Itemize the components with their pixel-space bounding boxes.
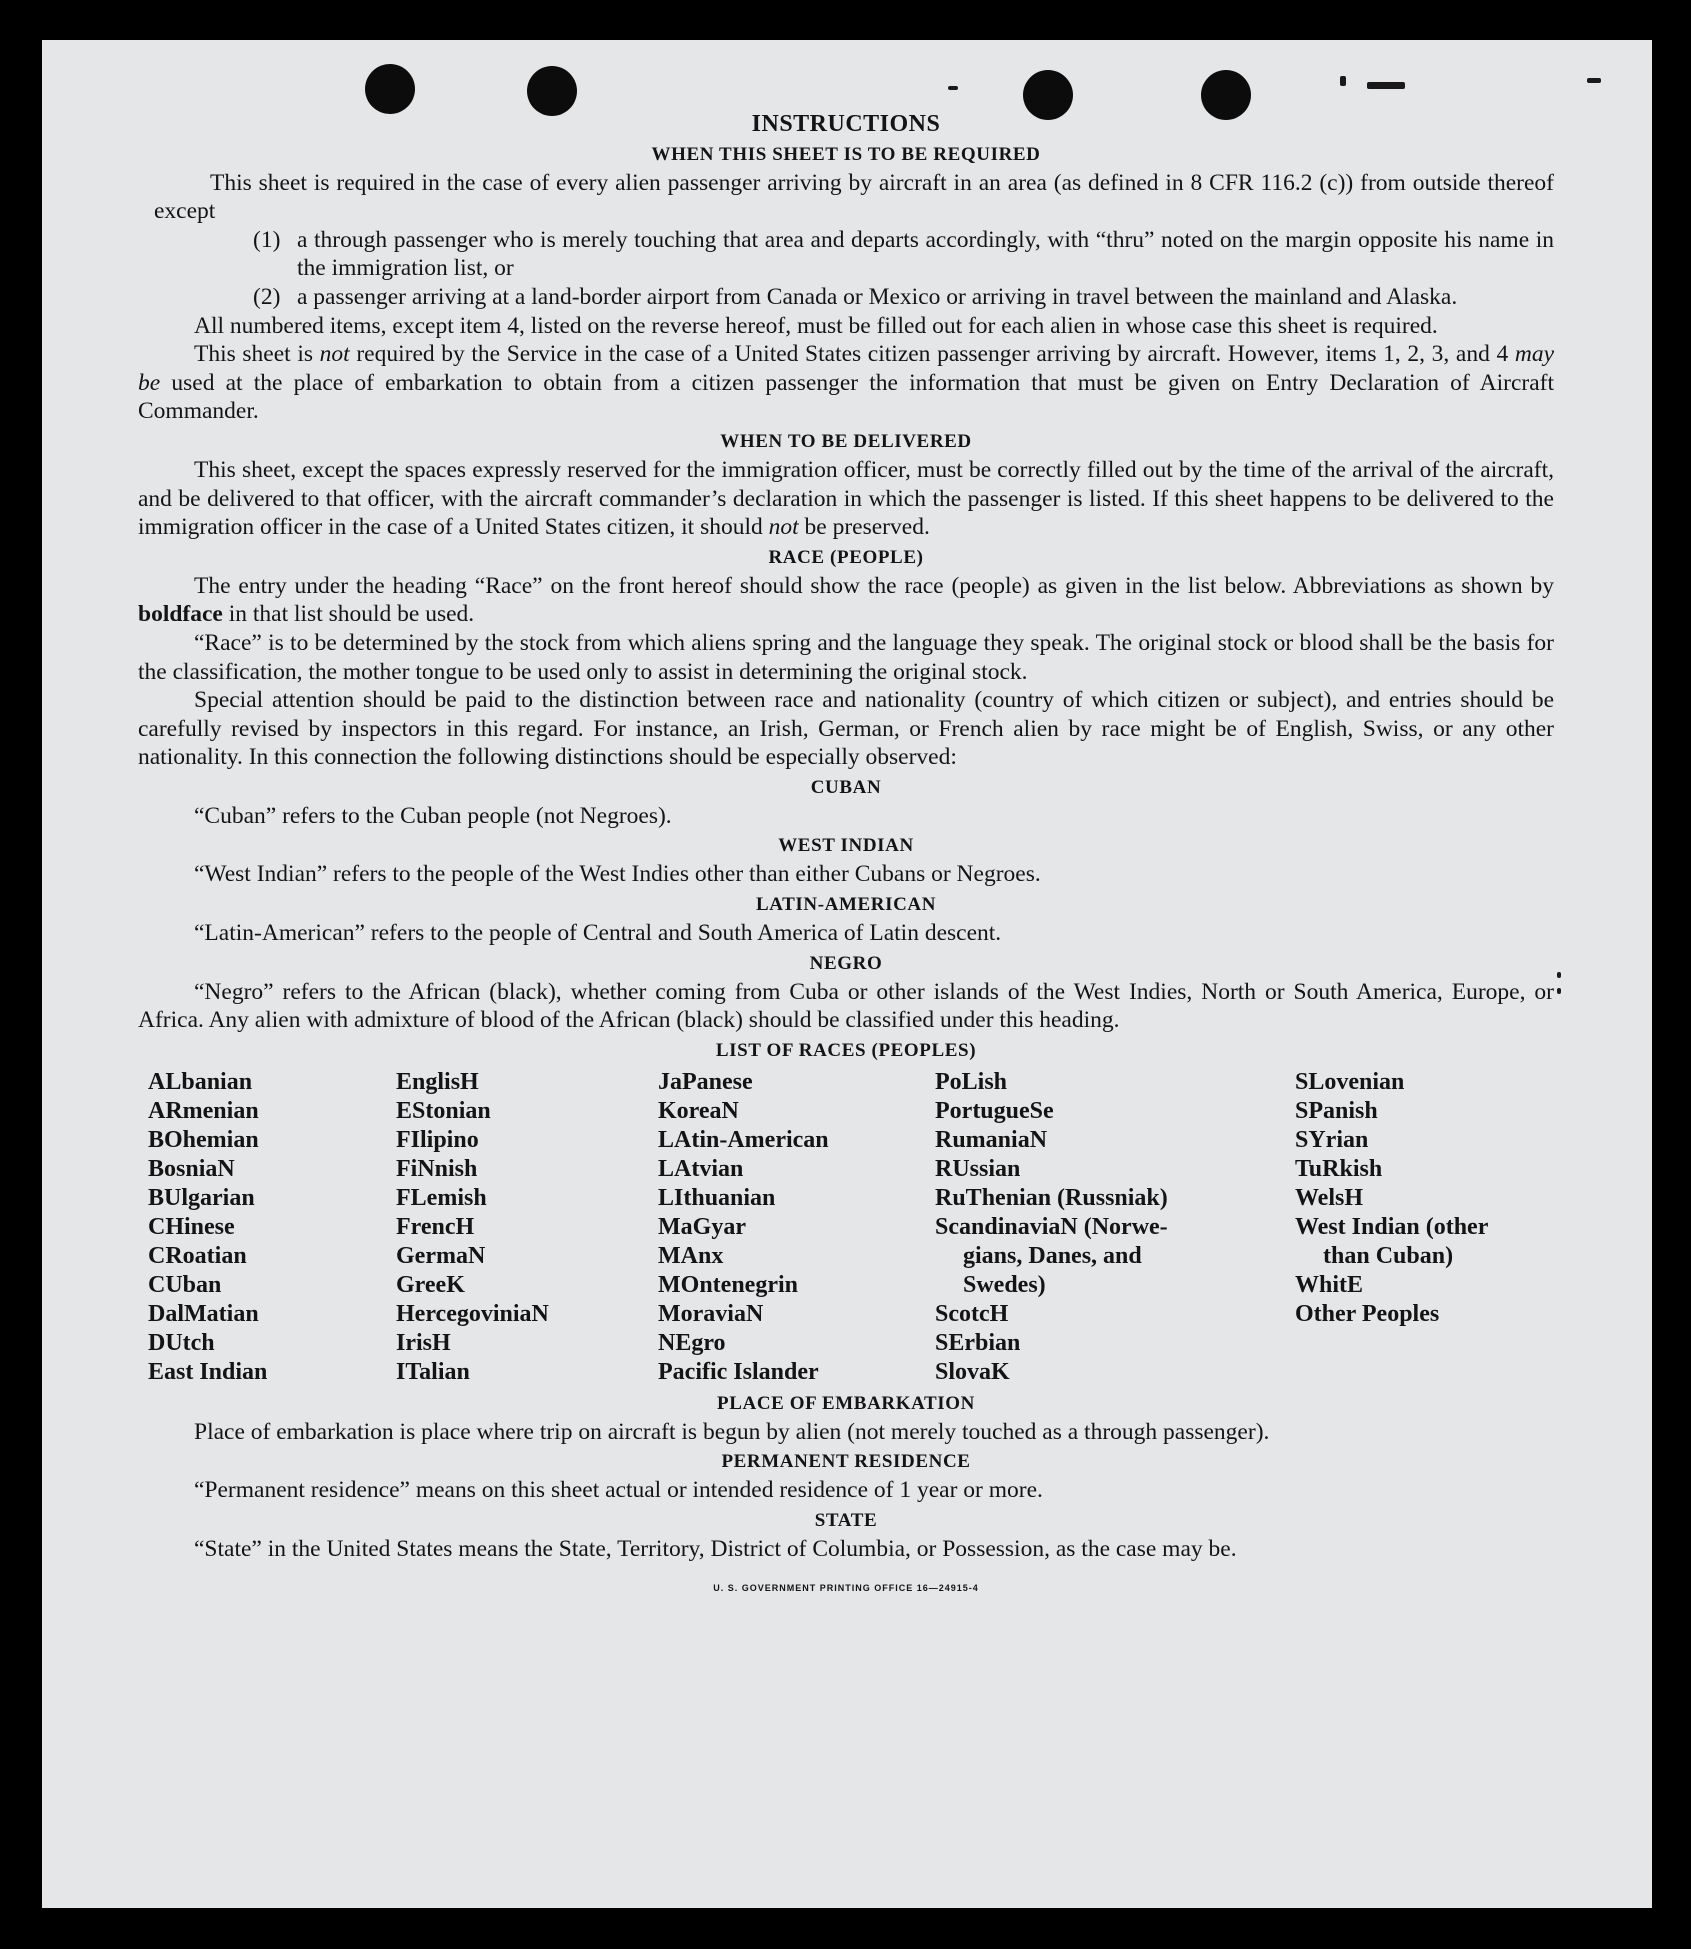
list-item-text: a passenger arriving at a land-border airport from Canada or Mexico or arriving in travel between the mainland and Alaska.: [297, 283, 1458, 310]
race-column: [396, 1068, 658, 1387]
bold-text: boldface: [138, 601, 223, 628]
list-item: BOhemian: [148, 1126, 259, 1153]
emphasis-text: not: [319, 341, 350, 368]
section-heading: PLACE OF EMBARKATION: [717, 1392, 975, 1414]
list-item-continuation: Swedes): [963, 1271, 1046, 1298]
paragraph: All numbered items, except item 4, listed on the reverse hereof, must be filled out for each alien in whose case this sheet is required.: [194, 312, 1438, 339]
list-item: ALbanian: [148, 1068, 253, 1095]
paragraph: [138, 340, 1554, 426]
document-page: [42, 40, 1652, 1908]
list-item: BosniaN: [148, 1155, 235, 1182]
race-column: [1295, 1068, 1545, 1387]
list-item: WelsH: [1295, 1184, 1364, 1211]
ink-mark: [1367, 82, 1405, 89]
paragraph: Place of embarkation is place where trip on aircraft is begun by alien (not merely touched as a through passenger).: [194, 1418, 1270, 1445]
list-item: DUtch: [148, 1329, 215, 1356]
list-item: NEgro: [658, 1329, 726, 1356]
list-item: Pacific Islander: [658, 1358, 819, 1385]
list-item: KoreaN: [658, 1097, 739, 1124]
list-item: FLemish: [396, 1184, 487, 1211]
section-heading: LIST OF RACES (PEOPLES): [715, 1039, 977, 1061]
list-item: [138, 226, 1554, 283]
section-heading: NEGRO: [809, 952, 883, 974]
list-item: FIlipino: [396, 1126, 479, 1153]
text-run: used at the place of embarkation to obtain from a citizen passenger the information that must be given on Entry Declaration of Aircraft Commander.: [138, 369, 1554, 425]
instructions-body: [138, 110, 1554, 1602]
list-item: RUssian: [935, 1155, 1021, 1182]
list-item-continuation: gians, Danes, and: [963, 1242, 1142, 1269]
list-item: EnglisH: [396, 1068, 479, 1095]
list-item-text: a through passenger who is merely touching that area and departs accordingly, with “thru” noted on the margin opposite his name in the immigration list, or: [297, 226, 1554, 282]
list-item: West Indian (other: [1295, 1213, 1489, 1240]
paragraph: “State” in the United States means the State, Territory, District of Columbia, or Possession, as the case may be.: [194, 1536, 1237, 1563]
section-heading: WHEN THIS SHEET IS TO BE REQUIRED: [651, 143, 1041, 165]
list-item: RumaniaN: [935, 1126, 1048, 1153]
text-run: This sheet, except the spaces expressly reserved for the immigration officer, must be correctly filled out by the time of the arrival of the aircraft, and be delivered to that officer, with the aircraft commander’s declaration in which the passenger is listed. If this sheet happens to be delivered to the immigration officer in the case of a United States citizen, it should: [138, 456, 1554, 541]
section-heading: STATE: [814, 1510, 878, 1532]
list-item: MaGyar: [658, 1213, 746, 1240]
list-item: ScotcH: [935, 1300, 1009, 1327]
section-heading: CUBAN: [810, 776, 882, 798]
list-item: CRoatian: [148, 1242, 247, 1269]
paragraph: “Race” is to be determined by the stock from which aliens spring and the language they speak. The original stock or blood shall be the basis for the classification, the mother tongue to be used only to assist in determining the original stock.: [138, 629, 1554, 685]
ink-mark: [948, 86, 958, 90]
ink-mark: [1557, 988, 1561, 994]
list-item: East Indian: [148, 1358, 268, 1385]
race-column: [658, 1068, 935, 1387]
list-item: EStonian: [396, 1097, 491, 1124]
list-item: SlovaK: [935, 1358, 1010, 1385]
list-item: Other Peoples: [1295, 1300, 1440, 1327]
list-item: MoraviaN: [658, 1300, 764, 1327]
printer-imprint: U. S. GOVERNMENT PRINTING OFFICE 16—24915-4: [713, 1582, 979, 1593]
text-run: This sheet is: [194, 341, 314, 368]
list-item: SPanish: [1295, 1097, 1378, 1124]
page-title: INSTRUCTIONS: [751, 111, 941, 137]
race-column: [935, 1068, 1295, 1387]
list-item: [138, 283, 1554, 312]
text-run: in that list should be used.: [228, 601, 475, 628]
ink-mark: [1340, 76, 1346, 86]
text-run: required by the Service in the case of a United States citizen passenger arriving by aircraft. However, items 1, 2, 3, and 4: [356, 341, 1509, 368]
race-list: [148, 1068, 1554, 1387]
paragraph: “Latin-American” refers to the people of Central and South America of Latin descent.: [194, 920, 1002, 947]
list-item-number: (1): [253, 226, 281, 253]
list-item: SLovenian: [1295, 1068, 1405, 1095]
list-item-continuation: than Cuban): [1323, 1242, 1454, 1269]
paragraph: “West Indian” refers to the people of the West Indies other than either Cubans or Negroes.: [194, 861, 1041, 888]
punch-hole: [527, 66, 577, 116]
paragraph: “Permanent residence” means on this sheet actual or intended residence of 1 year or more.: [194, 1477, 1043, 1504]
text-run: be preserved.: [804, 514, 930, 541]
paragraph: Special attention should be paid to the distinction between race and nationality (country of which citizen or subject), and entries should be carefully revised by inspectors in this regard. For instance, an Irish, German, or French alien by race might be of English, Swiss, or any other nationality. In this connection the following distinctions should be especially observed:: [138, 687, 1554, 771]
section-heading: RACE (PEOPLE): [768, 546, 924, 568]
section-heading: PERMANENT RESIDENCE: [721, 1451, 971, 1473]
list-item: CUban: [148, 1271, 222, 1298]
list-item: TuRkish: [1295, 1155, 1383, 1182]
paragraph: “Cuban” refers to the Cuban people (not Negroes).: [194, 802, 672, 829]
list-item: MAnx: [658, 1242, 724, 1269]
text-run: The entry under the heading “Race” on the front hereof should show the race (people) as given in the list below. Abbreviations as shown by: [194, 572, 1554, 599]
list-item: GreeK: [396, 1271, 465, 1298]
punch-hole: [365, 64, 415, 114]
list-item: LIthuanian: [658, 1184, 776, 1211]
paragraph: [138, 456, 1554, 542]
section-heading: LATIN-AMERICAN: [755, 894, 937, 916]
list-item: GermaN: [396, 1242, 486, 1269]
list-item: PortugueSe: [935, 1097, 1054, 1124]
section-heading: WEST INDIAN: [778, 835, 914, 857]
list-item: JaPanese: [658, 1068, 753, 1095]
list-item: ITalian: [396, 1358, 470, 1385]
list-item: SErbian: [935, 1329, 1021, 1356]
list-item: PoLish: [935, 1068, 1008, 1095]
emphasis-text: may be: [138, 341, 1555, 396]
list-item: CHinese: [148, 1213, 235, 1240]
list-item: IrisH: [396, 1329, 451, 1356]
list-item-number: (2): [253, 283, 281, 310]
list-item: WhitE: [1295, 1271, 1364, 1298]
list-item: FiNnish: [396, 1155, 478, 1182]
paragraph: [138, 572, 1554, 629]
race-column: [148, 1068, 396, 1387]
list-item: LAtin-American: [658, 1126, 829, 1153]
emphasis-text: not: [768, 514, 799, 541]
list-item: LAtvian: [658, 1155, 744, 1182]
paragraph: This sheet is required in the case of every alien passenger arriving by aircraft in an area (as defined in 8 CFR 116.2 (c)) from outside thereof except: [154, 169, 1554, 225]
list-item: BUlgarian: [148, 1184, 255, 1211]
paragraph: “Negro” refers to the African (black), whether coming from Cuba or other islands of the West Indies, North or South America, Europe, or Africa. Any alien with admixture of blood of the African (black) should be classified under this heading.: [138, 978, 1554, 1034]
list-item: RuThenian (Russniak): [935, 1184, 1168, 1211]
ink-mark: [1587, 78, 1601, 83]
list-item: ARmenian: [148, 1097, 259, 1124]
list-item: DalMatian: [148, 1300, 259, 1327]
list-item: ScandinaviaN (Norwe-: [935, 1213, 1168, 1240]
ink-mark: [1557, 972, 1561, 978]
list-item: FrencH: [396, 1213, 475, 1240]
list-item: SYrian: [1295, 1126, 1369, 1153]
list-item: MOntenegrin: [658, 1271, 798, 1298]
list-item: HercegoviniaN: [396, 1300, 549, 1327]
section-heading: WHEN TO BE DELIVERED: [720, 430, 972, 452]
